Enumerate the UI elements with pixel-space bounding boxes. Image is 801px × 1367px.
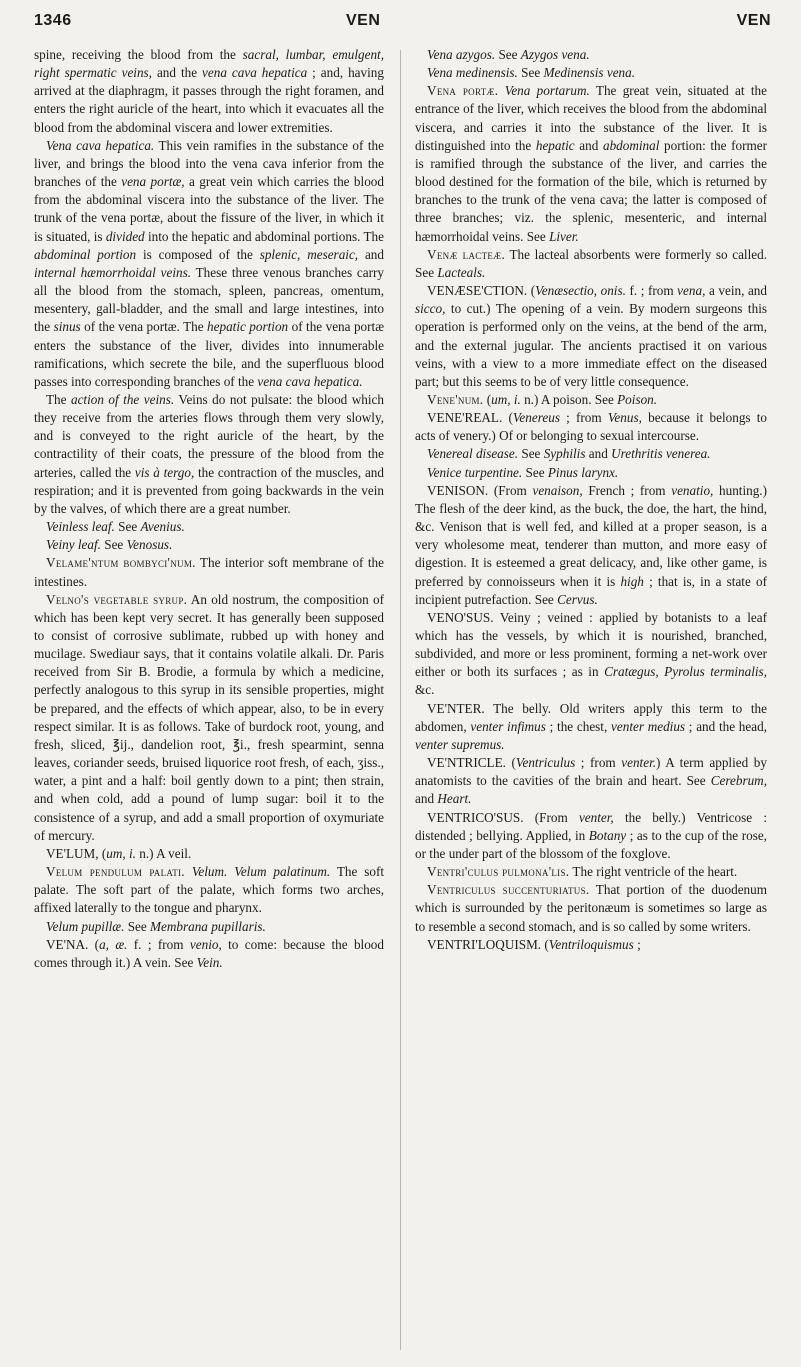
dictionary-entry: VENTRI'LOQUISM. (Ventriloquismus ;: [427, 936, 641, 952]
dictionary-entry: Vena cava hepatica. This vein ramifies in the substance of the liver, and brings the blood into the vena cava inferior from the branches of the vena portæ, a great vein which carries the blood from the abdominal viscera into the substance of the liver. The trunk of the vena portæ, about the fissure of the liver, in which it is situated, is divided into the hepatic and abdominal portions. The abdominal portion is composed of the splenic, meseraic, and internal hæmorrhoidal veins. These three venous branches carry all the blood from the stomach, spleen, pancreas, omentum, mesentery, gall-bladder, and the small and large intestines, into the sinus of the vena portæ. The hepatic portion of the vena portæ enters the substance of the liver, divides into innumerable ramifications, which secrete the bile, and the superfluous blood passes into corresponding branches of the vena cava hepatica.: [34, 137, 384, 389]
dictionary-entry: Velame'ntum bombyci'num. The interior soft membrane of the intestines.: [34, 555, 384, 589]
dictionary-entry: Velum pupillæ. See Membrana pupillaris.: [46, 918, 266, 934]
dictionary-entry: Veinless leaf. See Avenius.: [46, 519, 185, 535]
dictionary-entry: VENO'SUS. Veiny ; veined : applied by botanists to a leaf which has the vessels, by which it is nourished, branched, subdivided, and more or less prominent, forming a net-work over either or both its surfaces ; as in Cratægus, Pyrolus terminalis, &c.: [415, 609, 767, 698]
dictionary-entry: Vena portæ. Vena portarum. The great vein, situated at the entrance of the liver, which receives the blood from the abdominal viscera, and carries it into the substance of the liver. It is distinguished into the hepatic and abdominal portion: the former is ramified through the substance of the liver, and carries the blood destined for the formation of the bile, which is returned by branches to the trunk of the vena cava; the latter is composed of three branches; viz. the splenic, mesenteric, and internal hæmorrhoidal veins. See Liver.: [415, 83, 768, 244]
dictionary-entry: Venice turpentine. See Pinus larynx.: [427, 464, 619, 480]
dictionary-entry: VE'NTRICLE. (Ventriculus ; from venter.) A term applied by anatomists to the cavities of the brain and heart. See Cerebrum, and Heart.: [415, 755, 767, 807]
dictionary-entry: VENÆSE'CTION. (Venæsectio, onis. f. ; from vena, a vein, and sicco, to cut.) The opening of a vein. By modern surgeons this operation is performed only on the veins, at the bend of the arm, and the external jugular. The ancients practised it on various veins, with a view to a more immediate effect on the diseased part; but this seems to be of very little consequence.: [415, 283, 767, 389]
dictionary-entry: Velno's vegetable syrup. An old nostrum, the composition of which has been kept very secret. It has generally been supposed to consist of corrosive sublimate, rubbed up with honey and mucilage. Swediaur says, that it contains volatile alkali. Dr. Paris received from Sir B. Brodie, a formula by which a medicine, perfectly analogous to this syrup in its sensible properties, might be prepared, and the effects of which appear, also, to be in every respect similar. It is as follows. Take of burdock root, young, and fresh, sliced, ℥ij., dandelion root, ℥i., fresh spearmint, senna leaves, coriander seeds, bruised liquorice root fresh, of each, ʒiss., water, a pint and a half: boil gently down to a pint; then strain, and when cold, add a pound of lump sugar: boil it to the consistence of a syrup, and add a small proportion of oxymuriate of mercury.: [34, 591, 384, 843]
column-divider: [400, 50, 401, 1350]
dictionary-entry: VENE'REAL. (Venereus ; from Venus, because it belongs to acts of venery.) Of or belonging to sexual intercourse.: [415, 410, 767, 444]
dictionary-entry: VE'NTER. The belly. Old writers apply this term to the abdomen, venter infimus ; the chest, venter medius ; and the head, venter supremus.: [415, 700, 768, 752]
dictionary-entry: Ventri'culus pulmona'lis. The right ventricle of the heart.: [427, 864, 738, 880]
dictionary-entry: Veiny leaf. See Venosus.: [46, 537, 173, 553]
guide-word-right: VEN: [736, 12, 771, 29]
page-number: 1346: [34, 12, 72, 29]
right-column: [415, 46, 767, 954]
dictionary-entry: spine, receiving the blood from the sacral, lumbar, emulgent, right spermatic veins, and the vena cava hepatica ; and, having arrived at the diaphragm, it passes through the right foramen, and enters the right auricle of the heart, into which it evacuates all the blood from the abdominal viscera and lower extremities.: [34, 47, 384, 135]
dictionary-entry: Vena azygos. See Azygos vena.: [427, 47, 590, 62]
dictionary-entry: The action of the veins. Veins do not pulsate: the blood which they receive from the arteries flows through them very slowly, and is conveyed to the right auricle of the heart, by the contractility of their coats, the pressure of the blood from the arteries, called the vis à tergo, the contraction of the muscles, and respiration; and it is prevented from going backwards in the vein by the valves, of which there are a great number.: [34, 391, 384, 516]
left-column: [34, 46, 384, 972]
dictionary-entry: VE'LUM, (um, i. n.) A veil.: [46, 845, 192, 861]
dictionary-entry: VENISON. (From venaison, French ; from venatio, hunting.) The flesh of the deer kind, as the buck, the doe, the hart, the hind, &c. Venison that is well fed, and killed at a proper season, is a very wholesome meat, tenderer than mutton, and more easy of digestion. It is esteemed a great delicacy, and, like other game, is preferred by connoisseurs when it is high ; that is, in a state of incipient putrefaction. See Cervus.: [415, 482, 767, 607]
dictionary-entry: Venereal disease. See Syphilis and Urethritis venerea.: [427, 446, 711, 462]
dictionary-entry: Ventriculus succenturiatus. That portion of the duodenum which is surrounded by the peritonæum is sometimes so large as to resemble a second stomach, and is so called by some writers.: [415, 882, 767, 934]
dictionary-entry: Venæ lacteæ. The lacteal absorbents were formerly so called. See Lacteals.: [415, 246, 767, 280]
dictionary-entry: VENTRICO'SUS. (From venter, the belly.) Ventricose : distended ; bellying. Applied, in Botany ; as to the cup of the rose, or the under part of the blossom of the foxglove.: [415, 809, 767, 861]
dictionary-entry: Velum pendulum palati. Velum. Velum palatinum. The soft palate. The soft part of the palate, which forms two arches, affixed laterally to the tongue and pharynx.: [34, 864, 385, 916]
dictionary-entry: Vena medinensis. See Medinensis vena.: [427, 65, 636, 81]
guide-word-left: VEN: [346, 12, 381, 29]
running-header: [34, 12, 771, 38]
dictionary-entry: Vene'num. (um, i. n.) A poison. See Poison.: [427, 391, 658, 407]
dictionary-entry: VE'NA. (a, æ. f. ; from venio, to come: because the blood comes through it.) A vein. See Vein.: [34, 936, 384, 970]
